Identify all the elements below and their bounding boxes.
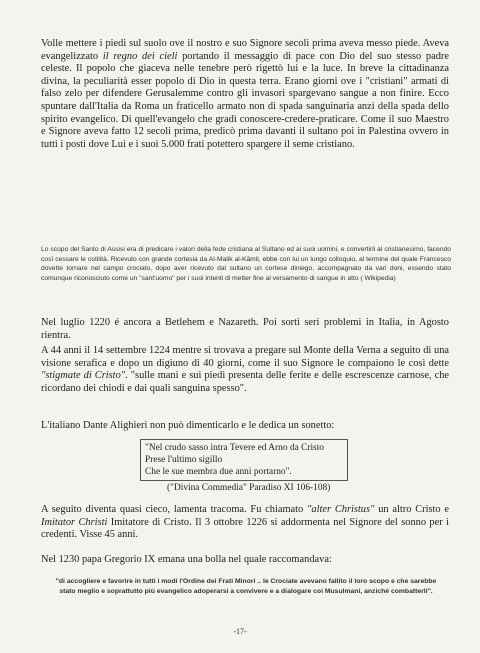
dante-quote-box: [140, 439, 348, 481]
text-segment: . "sulle mani e sui piedi presenta delle ferite e delle escrescenze carnose, che ricordano dei chiodi e dai quali sanguina spesso".: [41, 370, 450, 394]
text-segment: A 44 anni il 14 settembre 1224 mentre si trovava a pregare sul Monte della Verna a seguito di una visione serafica e dopo un digiuno di 40 giorni, come il suo Signore le compaiono le così dette: [41, 345, 449, 369]
paragraph-1220: Nel luglio 1220 é ancora a Betlehem e Nazareth. Poi sorti seri problemi in Italia, in Agosto rientra.: [41, 317, 449, 341]
paragraph-francis-in-holy-land: [41, 38, 449, 151]
paragraph-gregory: Nel 1230 papa Gregorio IX emana una bolla nel quale raccomandava:: [41, 554, 332, 565]
quote-line: Prese l'ultimo sigillo: [145, 455, 223, 466]
italic-phrase: "alter Christus": [307, 504, 375, 515]
quote-line: "Nel crudo sasso intra Tevere ed Arno da Cristo: [145, 443, 324, 453]
papal-bull-quote: "di accogliere e favorire in tutti i modi l'Ordine dei Frati Minori .. le Crociate avevano fallito il loro scopo e che sarebbe stato meglio e soprattutto più evangelico adoperarsi a convivere e a dialogare coi Musulmani, anziché combatterli".: [55, 578, 437, 595]
wikipedia-note: Lo scopo del Santo di Assisi era di predicare i valori della fede cristiana al Sultano ed ai suoi uomini, e convertirli al cristianesimo, facendo così cessare le ostilità. Ricevuto con grande cortesia da Al-Malik al-Kāmil, ebbe con lui un lungo colloquio, al termine del quale Francesco dovette tornare nel campo crociato, dopo aver ricevuto dal sultano un cortese diniego, accompagnato da vari doni, essendo stato comunque riconosciuto come un "sant'uomo" per i suoi intenti di metter fine al versamento di sangue in atto ( Wikipedia): [41, 246, 451, 282]
quote-line: Che le sue membra due anni portarno".: [145, 467, 292, 478]
paragraph-dante: L'italiano Dante Alighieri non può dimenticarlo e le dedica un sonetto:: [41, 420, 335, 431]
paragraph-stigmata: [41, 345, 449, 395]
italic-phrase: Imitator Christi: [41, 516, 108, 528]
paragraph-alter-christus: [41, 504, 449, 542]
text-segment: A seguito diventa quasi cieco, lamenta tracoma. Fu chiamato: [41, 504, 308, 515]
text-segment: portando il messaggio di pace con Dio del suo stesso padre celeste. Il popolo che giaceva nelle tenebre però rigettò lui e la luce. In breve la cittadinanza divina, la peculiarità esser popolo di Dio in questa terra. Erano giorni ove i "cristiani" armati di falso zelo per difendere Gerusalemme contro gli invasori spargevano sangue a non finire. Ecco spuntare dall'Italia da Roma un fraticello armato non di spada sanguinaria anzi della spada dello spirito evangelico. Di quell'evangelo che gradì conoscere-credere-praticare. Come il suo Maestro e Signore aveva fatto 12 secoli prima, predicò prima davanti il sultano poi in Palestina ovvero in tutti i posti dove Lui e i suoi 5.000 frati potettero spargere il seme cristiano.: [41, 50, 449, 150]
text-segment: Imitatore di Cristo. Il 3 ottobre 1226 si addormenta nel Signore del sonno per i credenti. Visse 45 anni.: [41, 516, 449, 541]
text-segment: un altro Cristo e: [374, 504, 450, 515]
quote-citation: ("Divina Commedia" Paradiso XI 106-108): [167, 483, 331, 493]
italic-phrase: il regno dei cieli: [102, 50, 178, 62]
page-number: -17-: [233, 627, 247, 636]
italic-phrase: "stigmate di Cristo": [41, 370, 126, 382]
text-segment: Volle mettere i piedi sul suolo ove il nostro e suo Signore secoli prima aveva messo piede. Aveva evangelizzato: [41, 38, 449, 62]
